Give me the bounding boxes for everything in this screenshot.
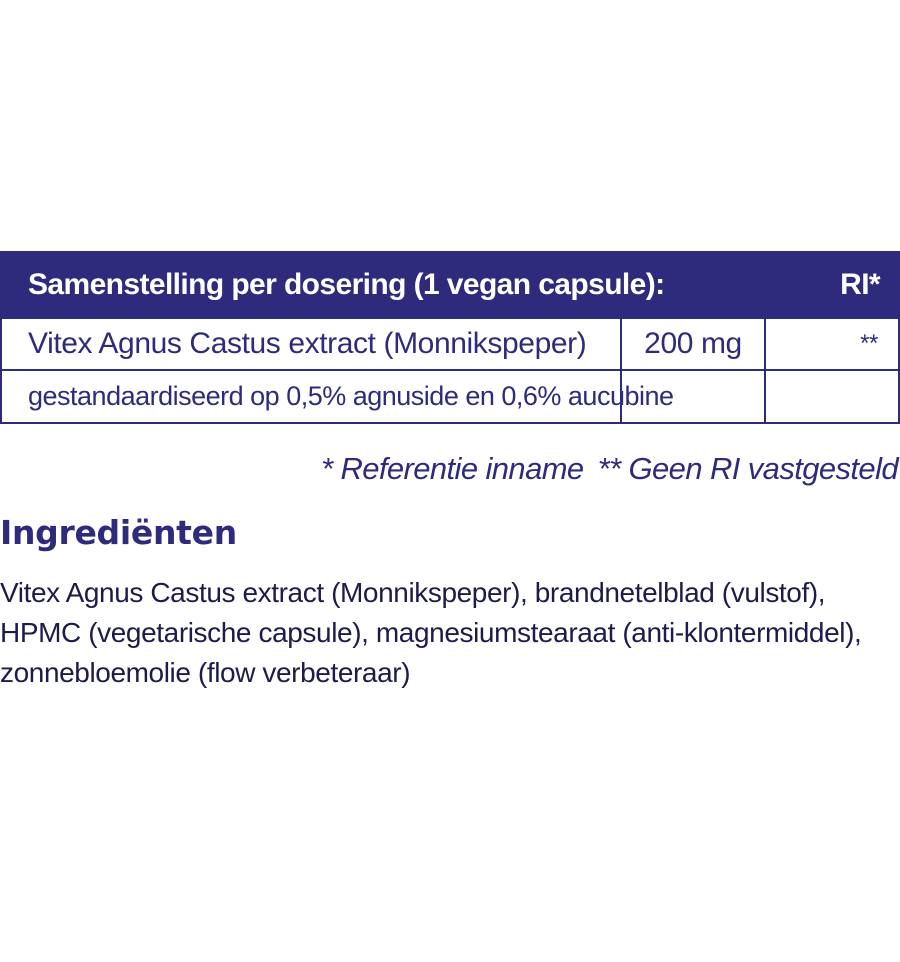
ingredient-ri-cell: ** — [765, 318, 899, 370]
composition-table — [0, 251, 900, 424]
table-header-row — [1, 252, 899, 318]
ingredient-ri-cell — [765, 370, 899, 423]
ingredient-name-cell: Vitex Agnus Castus extract (Monnikspeper) — [1, 318, 621, 370]
ri-footnote — [321, 451, 898, 487]
table-header-title: Samenstelling per dosering (1 vegan capsule): — [1, 252, 765, 318]
ingredient-standardization-cell: gestandaardiseerd op 0,5% agnuside en 0,6% aucubine — [1, 370, 621, 423]
ingredients-heading: Ingrediënten — [0, 513, 237, 552]
ingredients-text: Vitex Agnus Castus extract (Monnikspeper), brandnetelblad (vulstof), HPMC (vegetarische capsule), magnesiumstearaat (anti-klontermiddel), zonnebloemolie (flow verbeteraar) — [0, 577, 862, 688]
ingredient-amount-cell: 200 mg — [621, 318, 765, 370]
composition-table-wrapper — [0, 251, 898, 424]
ri-footnote-reference: * Referentie inname — [320, 451, 584, 486]
table-row — [1, 370, 899, 423]
table-row — [1, 318, 899, 370]
ri-footnote-not-set: ** Geen RI vastgesteld — [597, 451, 898, 486]
table-header-ri: RI* — [765, 252, 899, 318]
